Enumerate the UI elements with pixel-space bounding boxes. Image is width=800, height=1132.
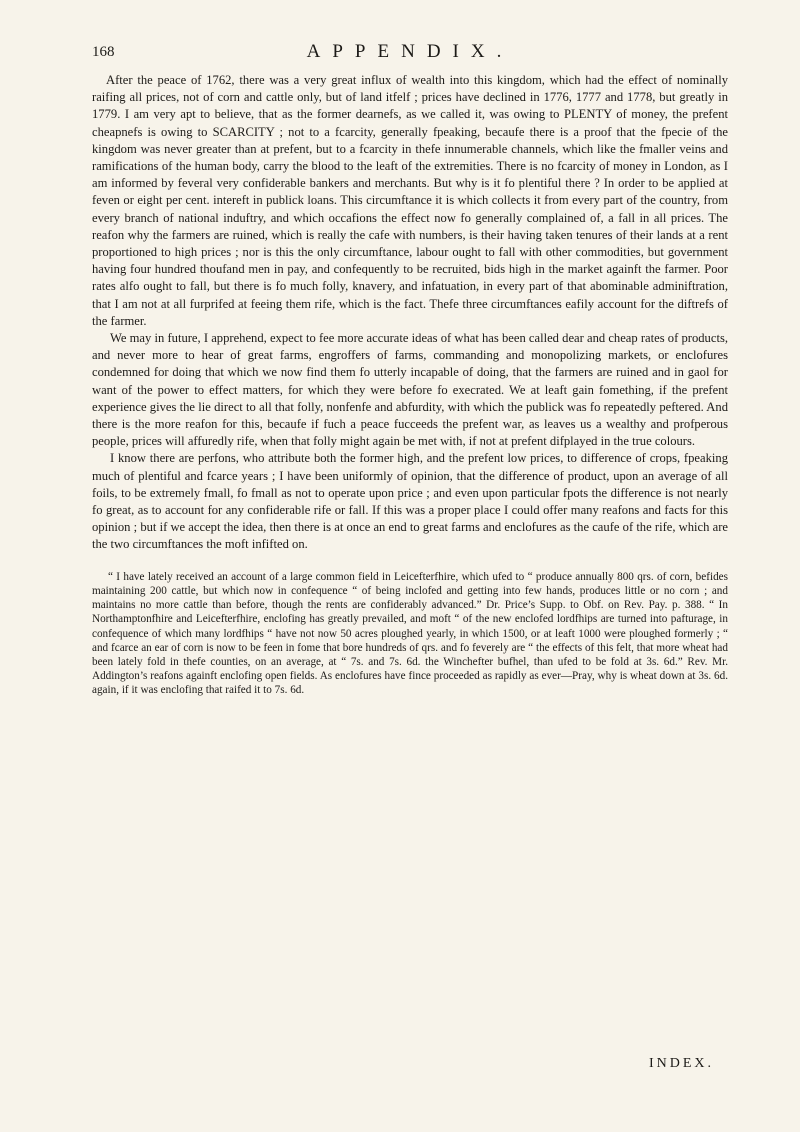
page-number: 168: [92, 44, 115, 60]
catchword: INDEX.: [648, 1056, 714, 1071]
body-text: [92, 72, 728, 554]
footnote: “ I have lately received an account of a large common field in Leicefterfhire, which ufed to “ produce annually 800 qrs. of corn, befides maintaining 200 cattle, but which now in confequence “ of being inclofed and getting into few hands, produces little or no corn ; and maintains no more cattle than before, though the rents are confiderably advanced.” Dr. Price’s Supp. to Obf. on Rev. Pay. p. 388. “ In Northamptonfhire and Leicefterfhire, enclofing has greatly prevailed, and moft “ of the new enclofed lordfhips are turned into pafturage, in confequence of which many lordfhips “ have not now 50 acres ploughed yearly, in which 1500, or at leaft 1000 were ploughed formerly ; “ and fcarce an ear of corn is now to be feen in fome that bore hundreds of qrs. and fo feverely are “ the effects of this felt, that more wheat had been lately fold in thefe counties, on an average, at “ 7s. and 7s. 6d. the Winchefter bufhel, than ufed to be fold at 3s. 6d.” Rev. Mr. Addington’s reafons againft enclofing open fields. As enclofures have fince proceeded as rapidly as ever—Pray, why is wheat down at 3s. 6d. again, if it was enclofing that raifed it to 7s. 6d.: [92, 570, 728, 697]
header-title: APPENDIX.: [306, 41, 514, 62]
paragraph-1: After the peace of 1762, there was a very great influx of wealth into this kingdom, which had the effect of nominally raifing all prices, not of corn and cattle only, but of land itfelf ; prices have declined in 1776, 1777 and 1778, but greatly in 1779. I am very apt to believe, that as the former dearnefs, as we called it, was owing to PLENTY of money, the prefent cheapnefs is owing to SCARCITY ; not to a fcarcity, generally fpeaking, becaufe there is a proof that the fpecie of the kingdom was never greater than at prefent, but to a fcarcity in thefe innumerable channels, which like the fmaller veins and ramifications of the human body, carry the blood to the leaft of the extremities. There is no fcarcity of money in London, as I am informed by feveral very confiderable bankers and merchants. But why is it fo plentiful there ? In order to be applied at feven or eight per cent. intereft in publick loans. This circumftance it is which collects it from every part of the country, from every branch of national induftry, and which occafions the effect now fo generally complained of, a fall in all prices. The reafon why the farmers are ruined, which is really the cafe with numbers, is their having taken tenures of their lands at a rent proportioned to high prices ; nor is this the only circumftance, labour ought to fall with other commodities, but government having four hundred thoufand men in pay, and confequently to be recruited, bids high in the market againft the farmer. Poor rates alfo ought to fall, but there is fo much folly, knavery, and infatuation, in every part of that abominable adminiftration, that I am not at all furprifed at feeing them rife, which is the fact. Thefe three circumftances eafily account for the diftrefs of the farmer.: [92, 73, 728, 328]
paragraph-2: We may in future, I apprehend, expect to fee more accurate ideas of what has been called dear and cheap rates of products, and never more to hear of great farms, engroffers of farms, commanding and monopolizing markets, or enclofures condemned for doing that which we now find them fo utterly incapable of doing, that the farmers are ruined and in gaol for want of the power to effect matters, for which they were before fo execrated. We at leaft gain fomething, if the prefent experience gives the lie direct to all that folly, nonfenfe and abfurdity, with which the publick was fo repeatedly peftered. And there is the more reafon for this, becaufe if fuch a peace fucceeds the prefent war, as leaves us a wealthy and profperous people, prices will affuredly rife, when that folly might again be met with, if not at prefent difplayed in the true colours.: [92, 331, 728, 449]
running-head: [92, 41, 728, 68]
paragraph-3: I know there are perfons, who attribute both the former high, and the prefent low prices, to difference of crops, fpeaking much of plentiful and fcarce years ; I have been uniformly of opinion, that the difference of product, upon an average of all foils, to be extremely fmall, fo fmall as not to operate upon price ; and even upon particular fpots the difference is not nearly fo great, as to account for any confiderable rife or fall. If this was a proper place I could offer many reafons and facts for this opinion ; but if we accept the idea, then there is at once an end to great farms and enclofures as the caufe of the rife, which are the two circumftances the moft infifted on.: [92, 451, 728, 552]
